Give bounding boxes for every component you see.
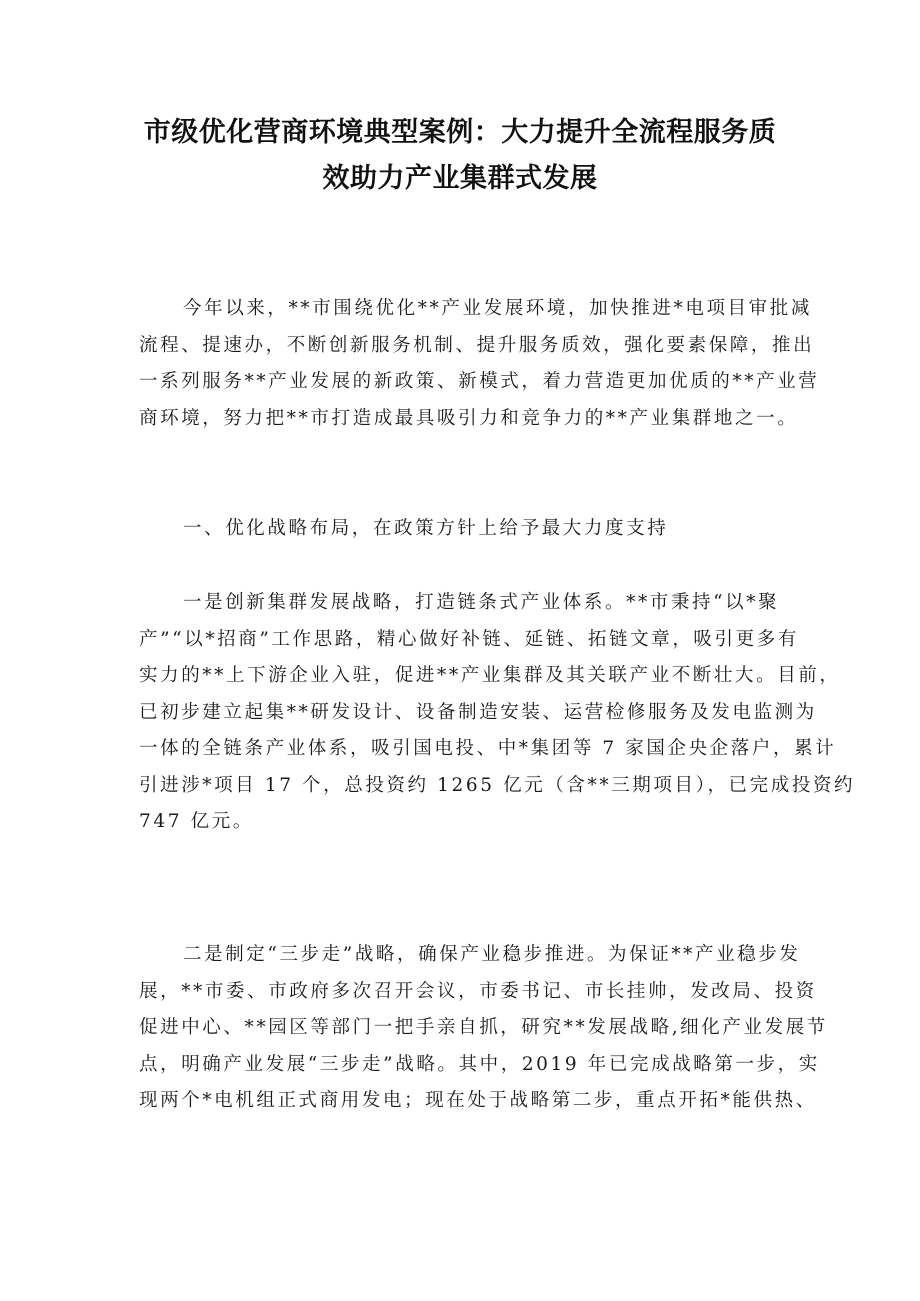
title-line-2: 效助力产业集群式发展 bbox=[322, 163, 598, 194]
point-one-line: 747 亿元。 bbox=[139, 811, 254, 832]
point-two-line: 二是制定“三步走”战略，确保产业稳步推进。为保证**产业稳步发 bbox=[183, 944, 801, 965]
point-one-line: 实力的**上下游企业入驻，促进**产业集群及其关联产业不断壮大。目前， bbox=[139, 665, 841, 686]
point-one-paragraph bbox=[139, 585, 856, 841]
section-heading-text: 一、优化战略布局，在政策方针上给予最大力度支持 bbox=[183, 518, 669, 539]
point-two-line: 点，明确产业发展“三步走”战略。其中，2019 年已完成战略第一步，实 bbox=[139, 1053, 820, 1075]
point-two-line: 展，**市委、市政府多次召开会议，市委书记、市长挂帅，发改局、投资 bbox=[139, 980, 817, 1002]
intro-line: 一系列服务**产业发展的新政策、新模式，着力营造更加优质的**产业营 bbox=[139, 371, 820, 392]
document-title bbox=[100, 110, 820, 202]
point-two-line: 促进中心、**园区等部门一把手亲自抓，研究**发展战略,细化产业发展节 bbox=[139, 1017, 828, 1038]
point-one-line: 一体的全链条产业体系，吸引国电投、中*集团等 7 家国企央企落户，累计 bbox=[139, 738, 837, 759]
point-one-line: 一是创新集群发展战略，打造链条式产业体系。**市秉持“以*聚 bbox=[183, 592, 780, 613]
title-line-1: 市级优化营商环境典型案例：大力提升全流程服务质 bbox=[143, 117, 777, 148]
intro-line: 流程、提速办，不断创新服务机制、提升服务质效，强化要素保障，推出 bbox=[139, 334, 815, 356]
point-one-line: 已初步建立起集**研发设计、设备制造安装、运营检修服务及发电监测为 bbox=[139, 701, 817, 723]
intro-paragraph bbox=[139, 291, 820, 437]
point-one-line: 产”“以*招商”工作思路，精心做好补链、延链、拓链文章，吸引更多有 bbox=[139, 628, 799, 650]
section-heading bbox=[139, 511, 799, 548]
point-one-line: 引进涉*项目 17 个，总投资约 1265 亿元（含**三期项目），已完成投资约 bbox=[139, 774, 856, 796]
point-two-line: 现两个*电机组正式商用发电；现在处于战略第二步，重点开拓*能供热、 bbox=[139, 1090, 817, 1111]
intro-line: 商环境，努力把**市打造成最具吸引力和竞争力的**产业集群地之一。 bbox=[139, 407, 799, 429]
point-two-paragraph bbox=[139, 937, 828, 1120]
intro-line: 今年以来，**市围绕优化**产业发展环境，加快推进*电项目审批减 bbox=[183, 298, 812, 319]
